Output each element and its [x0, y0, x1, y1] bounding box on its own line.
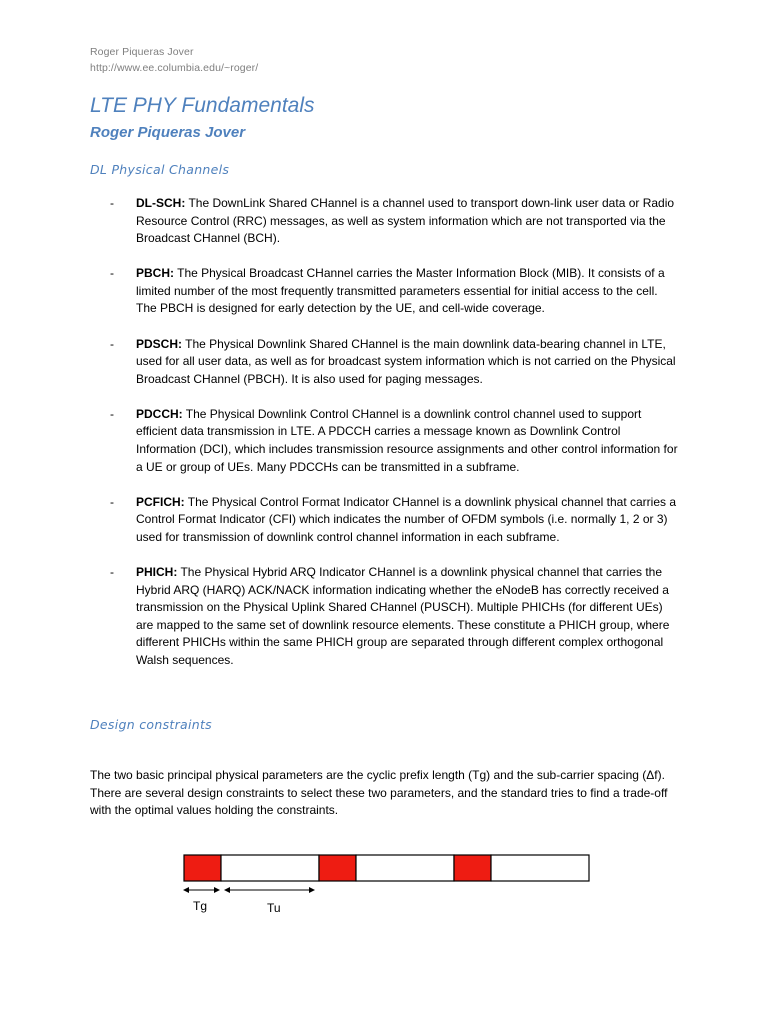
- bullet-dash: -: [110, 336, 114, 351]
- channel-abbr: PCFICH:: [136, 494, 185, 509]
- channel-description: The DownLink Shared CHannel is a channel used to transport down-link user data or Radio Resource Control (RRC) messages, as well as system information which are not transported via the Broadcast CHannel (BCH).: [136, 196, 675, 246]
- cyclic-prefix-block: [454, 855, 491, 881]
- channel-item-pdsch: [90, 336, 680, 389]
- channel-description: The Physical Hybrid ARQ Indicator CHannel is a downlink physical channel that carries the Hybrid ARQ (HARQ) ACK/NACK information indicating whether the eNodeB has correctly received a transmission on the Physical Uplink Shared CHannel (PUSCH). Multiple PHICHs (for different UEs) are mapped to the same set of downlink resource elements. These constitute a PHICH group, where different PHICHs within the same PHICH group are separated through different complex orthogonal Walsh sequences.: [136, 565, 670, 667]
- tg-label: Tg: [193, 899, 208, 913]
- channel-abbr: PDCCH:: [136, 406, 183, 421]
- channel-abbr: DL-SCH:: [136, 196, 186, 210]
- channel-abbr: PDSCH:: [136, 336, 183, 351]
- channel-list: [90, 195, 680, 687]
- channel-item-pbch: [90, 265, 680, 318]
- tu-label: Tu: [267, 901, 281, 915]
- header-url: http://www.ee.columbia.edu/~roger/: [90, 62, 259, 74]
- useful-symbol-block: [221, 855, 319, 881]
- bullet-dash: -: [110, 406, 114, 421]
- document-subtitle: Roger Piqueras Jover: [90, 124, 246, 141]
- channel-description: The Physical Downlink Control CHannel is a downlink control channel used to support efficient data transmission in LTE. A PDCCH carries a message known as Downlink Control Information (DCI), which includes transmission resource assignments and other control information for a UE or group of UEs. Many PDCCHs can be transmitted in a subframe.: [136, 406, 678, 474]
- channel-description: The Physical Control Format Indicator CHannel is a downlink physical channel that carries a Control Format Indicator (CFI) which indicates the number of OFDM symbols (i.e. normally 1, 2 or 3) used for transmission of downlink control channel information in each subframe.: [136, 494, 677, 544]
- bullet-dash: -: [110, 494, 114, 509]
- cyclic-prefix-block: [184, 855, 221, 881]
- section-heading-design-constraints: Design constraints: [90, 717, 212, 732]
- channel-item-dl-sch: [90, 195, 680, 248]
- channel-item-phich: [90, 564, 680, 670]
- useful-symbol-block: [491, 855, 589, 881]
- design-constraints-paragraph: The two basic principal physical parameters are the cyclic prefix length (Tg) and the sub-carrier spacing (Δf). There are several design constraints to select these two parameters, and the standard tries to find a trade-off with the optimal values holding the constraints.: [90, 768, 668, 818]
- header-author: Roger Piqueras Jover: [90, 46, 194, 58]
- ofdm-symbol-row: [184, 855, 589, 881]
- channel-item-pdcch: [90, 406, 680, 476]
- document-title: LTE PHY Fundamentals: [90, 94, 315, 117]
- section-heading-dl-physical-channels: DL Physical Channels: [90, 162, 230, 177]
- bullet-dash: -: [110, 565, 114, 579]
- cyclic-prefix-block: [319, 855, 356, 881]
- bullet-dash: -: [110, 266, 114, 281]
- channel-description: The Physical Downlink Shared CHannel is the main downlink data-bearing channel in LTE, used for all user data, as well as for broadcast system information which is not carried on the Physical Broadcast CHannel (PBCH). It is also used for paging messages.: [136, 336, 676, 386]
- channel-abbr: PHICH:: [136, 565, 178, 579]
- ofdm-symbol-diagram: [180, 852, 600, 922]
- useful-symbol-block: [356, 855, 454, 881]
- channel-item-pcfich: [90, 494, 680, 547]
- channel-abbr: PBCH:: [136, 266, 174, 281]
- channel-description: The Physical Broadcast CHannel carries the Master Information Block (MIB). It consists of a limited number of the most frequently transmitted parameters essential for initial access to the cell. The PBCH is designed for early detection by the UE, and cell-wide coverage.: [136, 266, 665, 316]
- bullet-dash: -: [110, 196, 114, 210]
